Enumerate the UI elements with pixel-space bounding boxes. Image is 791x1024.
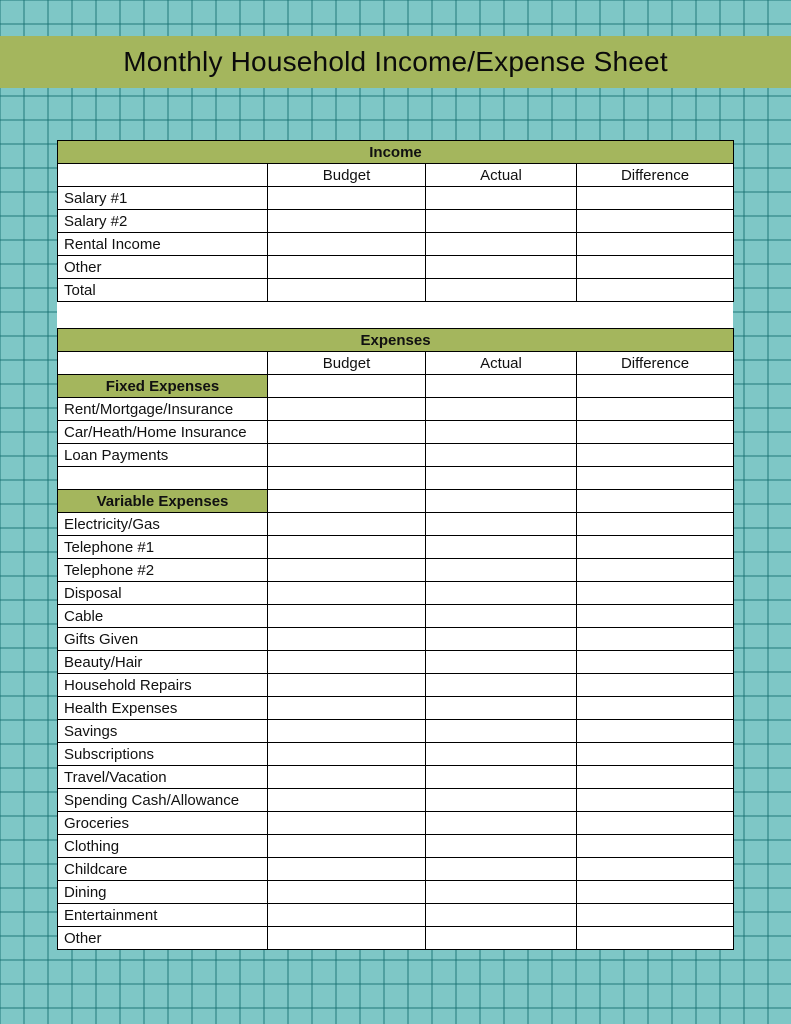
table-row [58,536,734,559]
row-label: Gifts Given [58,628,268,651]
difference-cell [577,444,734,467]
actual-cell [426,490,577,513]
corner-cell [58,352,268,375]
column-header-actual: Actual [426,352,577,375]
row-label: Disposal [58,582,268,605]
budget-cell [268,233,426,256]
difference-cell [577,605,734,628]
row-label: Groceries [58,812,268,835]
row-label: Travel/Vacation [58,766,268,789]
table-row [58,766,734,789]
difference-cell [577,490,734,513]
budget-cell [268,605,426,628]
table-row [58,210,734,233]
budget-cell [268,766,426,789]
title-banner [0,36,791,88]
budget-cell [268,467,426,490]
row-label: Rent/Mortgage/Insurance [58,398,268,421]
actual-cell [426,697,577,720]
table-row [58,858,734,881]
difference-cell [577,835,734,858]
table-row [58,904,734,927]
row-label: Subscriptions [58,743,268,766]
budget-cell [268,375,426,398]
actual-cell [426,674,577,697]
budget-cell [268,720,426,743]
table-row [58,674,734,697]
row-label: Salary #1 [58,187,268,210]
table-row [58,812,734,835]
actual-cell [426,233,577,256]
budget-cell [268,210,426,233]
row-label: Cable [58,605,268,628]
actual-cell [426,904,577,927]
row-label [58,467,268,490]
row-label: Clothing [58,835,268,858]
row-label: Loan Payments [58,444,268,467]
income-table [57,140,734,302]
budget-cell [268,398,426,421]
income-column-header-row [58,164,734,187]
table-row [58,582,734,605]
difference-cell [577,743,734,766]
table-row [58,605,734,628]
row-label: Telephone #2 [58,559,268,582]
difference-cell [577,904,734,927]
difference-cell [577,559,734,582]
row-label: Other [58,256,268,279]
actual-cell [426,444,577,467]
table-row [58,651,734,674]
row-label: Entertainment [58,904,268,927]
actual-cell [426,605,577,628]
column-header-budget: Budget [268,164,426,187]
difference-cell [577,421,734,444]
actual-cell [426,513,577,536]
row-label: Childcare [58,858,268,881]
table-row [58,835,734,858]
budget-cell [268,904,426,927]
table-row [58,187,734,210]
fixed-expenses-rows [58,398,734,467]
table-row [58,279,734,302]
budget-cell [268,697,426,720]
actual-cell [426,927,577,950]
difference-cell [577,812,734,835]
budget-cell [268,651,426,674]
expenses-table [57,328,734,950]
budget-cell [268,256,426,279]
budget-cell [268,743,426,766]
difference-cell [577,467,734,490]
budget-cell [268,582,426,605]
page-title: Monthly Household Income/Expense Sheet [123,46,668,77]
actual-cell [426,398,577,421]
difference-cell [577,674,734,697]
income-rows [58,187,734,302]
table-row [58,881,734,904]
budget-cell [268,628,426,651]
column-header-budget: Budget [268,352,426,375]
budget-cell [268,444,426,467]
difference-cell [577,398,734,421]
table-row [58,421,734,444]
budget-cell [268,490,426,513]
row-label: Spending Cash/Allowance [58,789,268,812]
difference-cell [577,375,734,398]
difference-cell [577,720,734,743]
actual-cell [426,835,577,858]
budget-cell [268,421,426,444]
table-row [58,789,734,812]
actual-cell [426,375,577,398]
variable-expenses-label: Variable Expenses [58,490,268,513]
difference-cell [577,766,734,789]
table-row [58,444,734,467]
difference-cell [577,881,734,904]
row-label: Car/Heath/Home Insurance [58,421,268,444]
difference-cell [577,628,734,651]
table-row [58,720,734,743]
table-row [58,513,734,536]
difference-cell [577,210,734,233]
table-row [58,628,734,651]
actual-cell [426,421,577,444]
difference-cell [577,187,734,210]
difference-cell [577,233,734,256]
budget-cell [268,835,426,858]
actual-cell [426,279,577,302]
row-label: Dining [58,881,268,904]
actual-cell [426,210,577,233]
row-label: Electricity/Gas [58,513,268,536]
column-header-actual: Actual [426,164,577,187]
difference-cell [577,536,734,559]
budget-cell [268,789,426,812]
row-label: Household Repairs [58,674,268,697]
difference-cell [577,789,734,812]
corner-cell [58,164,268,187]
actual-cell [426,467,577,490]
fixed-expenses-header-row [58,375,734,398]
budget-cell [268,812,426,835]
budget-cell [268,559,426,582]
table-gap [57,302,733,328]
difference-cell [577,927,734,950]
actual-cell [426,720,577,743]
budget-cell [268,674,426,697]
row-label: Health Expenses [58,697,268,720]
income-section-header-row [58,141,734,164]
difference-cell [577,256,734,279]
table-row [58,398,734,421]
actual-cell [426,766,577,789]
table-row [58,927,734,950]
actual-cell [426,582,577,605]
actual-cell [426,789,577,812]
budget-cell [268,881,426,904]
blank-row [58,467,734,490]
column-header-difference: Difference [577,352,734,375]
actual-cell [426,858,577,881]
row-label: Salary #2 [58,210,268,233]
actual-cell [426,881,577,904]
difference-cell [577,582,734,605]
column-header-difference: Difference [577,164,734,187]
budget-cell [268,927,426,950]
difference-cell [577,513,734,536]
expenses-section-title: Expenses [58,329,734,352]
actual-cell [426,256,577,279]
variable-expenses-rows [58,513,734,950]
difference-cell [577,279,734,302]
row-label: Savings [58,720,268,743]
income-section-title: Income [58,141,734,164]
actual-cell [426,187,577,210]
table-row [58,559,734,582]
table-row [58,256,734,279]
budget-cell [268,513,426,536]
difference-cell [577,651,734,674]
row-label: Other [58,927,268,950]
actual-cell [426,651,577,674]
actual-cell [426,812,577,835]
variable-expenses-header-row [58,490,734,513]
actual-cell [426,559,577,582]
expenses-column-header-row [58,352,734,375]
difference-cell [577,697,734,720]
table-row [58,743,734,766]
expenses-section-header-row [58,329,734,352]
sheet [57,140,733,950]
table-row [58,697,734,720]
budget-cell [268,279,426,302]
row-label: Telephone #1 [58,536,268,559]
budget-cell [268,187,426,210]
fixed-expenses-label: Fixed Expenses [58,375,268,398]
row-label: Total [58,279,268,302]
actual-cell [426,743,577,766]
actual-cell [426,536,577,559]
actual-cell [426,628,577,651]
table-row [58,233,734,256]
difference-cell [577,858,734,881]
budget-cell [268,858,426,881]
row-label: Beauty/Hair [58,651,268,674]
budget-cell [268,536,426,559]
row-label: Rental Income [58,233,268,256]
